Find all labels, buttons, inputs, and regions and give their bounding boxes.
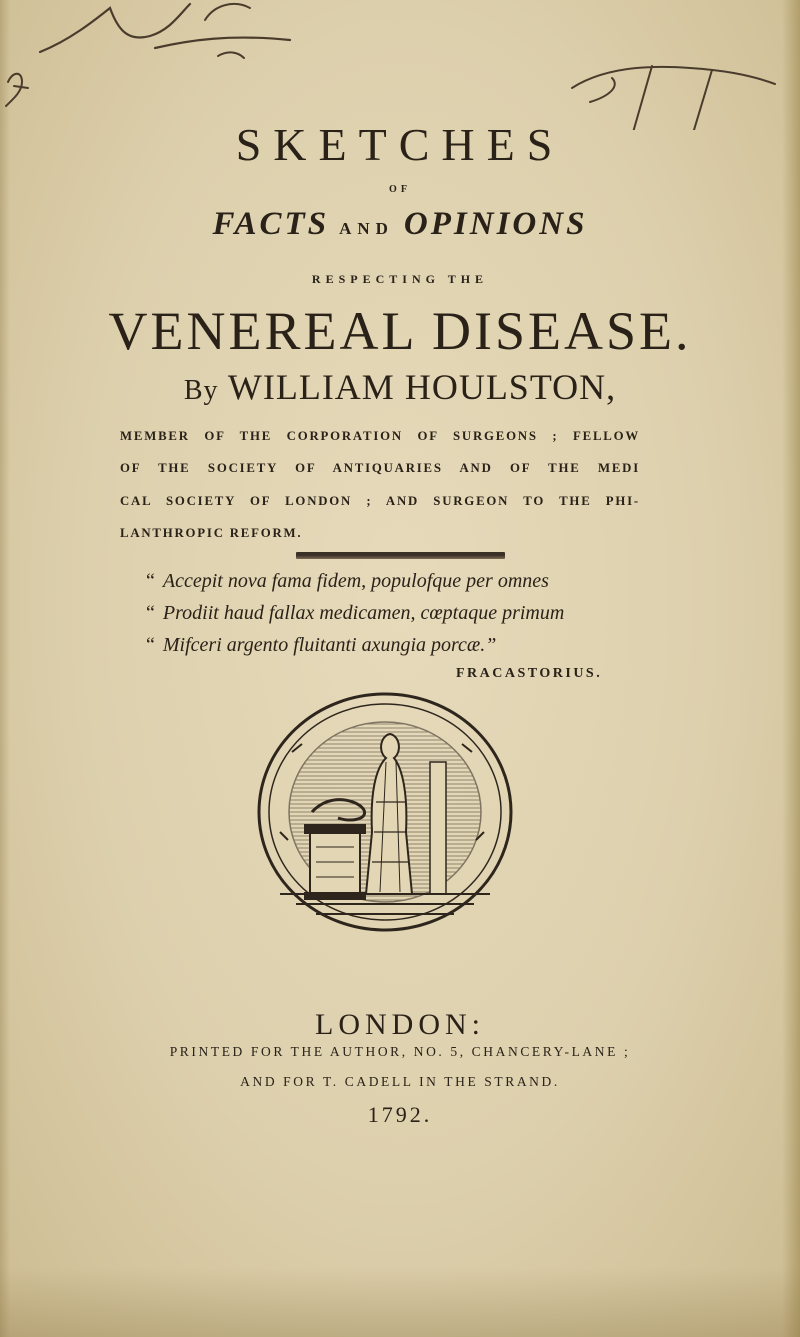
epigraph-text: Mifceri argento fluitanti axungia porcæ.”	[162, 634, 497, 656]
printers-rule-divider	[296, 552, 505, 559]
epigraph-attribution: FRACASTORIUS.	[456, 666, 603, 681]
author-description-line: MEMBER OF THE CORPORATION OF SURGEONS ; FELLOW	[120, 429, 640, 443]
imprint-year: 1792.	[367, 1102, 433, 1127]
page-edge-shadow-bottom	[0, 1267, 800, 1337]
byline-author: WILLIAM HOULSTON,	[227, 367, 617, 407]
main-title-venereal-disease: VENEREAL DISEASE.	[108, 301, 692, 361]
respecting-the: RESPECTING THE	[311, 272, 489, 286]
imprint-line: AND FOR T. CADELL IN THE STRAND.	[240, 1074, 560, 1089]
page-edge-shadow-right	[782, 0, 800, 1337]
quote-mark: “	[146, 634, 155, 656]
epigraph-line	[146, 602, 564, 625]
quote-mark: “	[146, 570, 155, 592]
subtitle-and: AND	[339, 219, 394, 238]
author-description-line: LANTHROPIC REFORM.	[120, 526, 303, 540]
author-byline	[0, 366, 800, 408]
epigraph-text: Prodiit haud fallax medicamen, cœptaque primum	[162, 602, 565, 624]
epigraph-line	[146, 634, 496, 657]
quote-mark: “	[146, 602, 155, 624]
subtitle-facts: FACTS	[212, 206, 330, 242]
byline-by: By	[183, 375, 219, 406]
subtitle-opinions: OPINIONS	[403, 206, 588, 242]
imprint-line: PRINTED FOR THE AUTHOR, NO. 5, CHANCERY-LANE ;	[169, 1044, 631, 1059]
engraved-vignette-emblem	[240, 682, 530, 942]
author-description-line: CAL SOCIETY OF LONDON ; AND SURGEON TO THE PHI-	[120, 494, 640, 508]
imprint-place: LONDON:	[315, 1008, 485, 1041]
page-edge-shadow-left	[0, 0, 10, 1337]
epigraph-line	[146, 570, 549, 593]
handwritten-annotation	[0, 0, 800, 130]
epigraph-text: Accepit nova fama fidem, populofque per omnes	[162, 570, 549, 592]
title-sketches: SKETCHES	[235, 119, 565, 170]
subtitle-facts-and-opinions	[0, 206, 800, 243]
title-of: OF	[389, 184, 411, 195]
author-description-line: OF THE SOCIETY OF ANTIQUARIES AND OF THE MEDI	[120, 461, 640, 475]
